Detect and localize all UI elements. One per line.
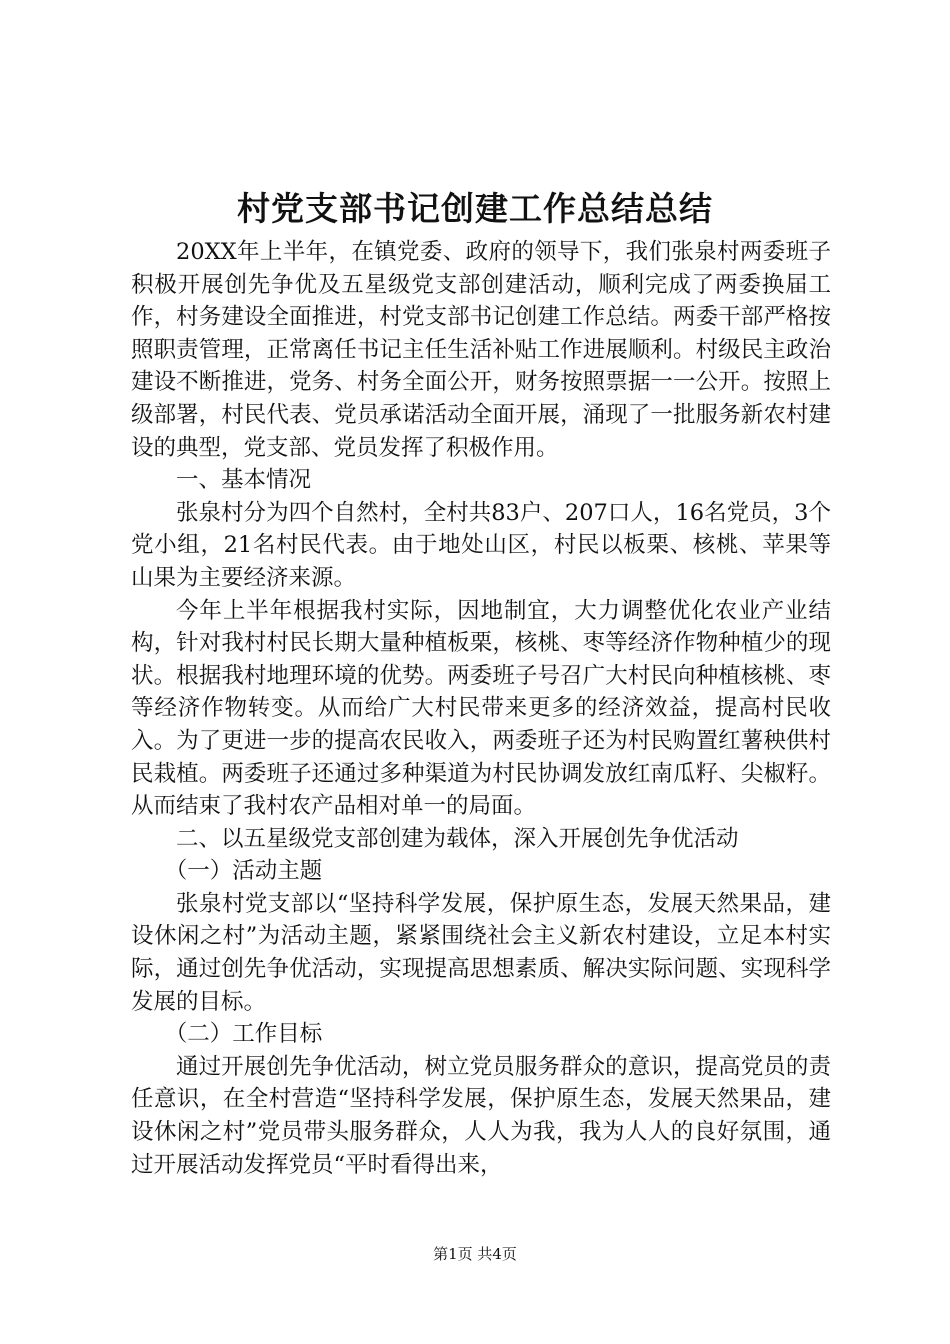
section-heading-basic-situation: 一、基本情况	[176, 467, 312, 494]
document-body	[131, 236, 831, 1181]
intro-paragraph: 20XX年上半年，在镇党委、政府的领导下，我们张泉村两委班子积极开展创先争优及五星级党支部创建活动，顺利完成了两委换届工作，村务建设全面推进，村党支部书记创建工作总结。两委干部严格按照职责管理，正常离任书记主任生活补贴工作进展顺利。村级民主政治建设不断推进，党务、村务全面公开，财务按照票据一一公开。按照上级部署，村民代表、党员承诺活动全面开展，涌现了一批服务新农村建设的典型，党支部、党员发挥了积极作用。	[131, 239, 831, 461]
section-heading-five-star: 二、以五星级党支部创建为载体，深入开展创先争优活动	[176, 825, 739, 852]
document-title: 村党支部书记创建工作总结总结	[237, 189, 713, 228]
village-overview-paragraph: 张泉村分为四个自然村，全村共83户、207口人，16名党员，3个党小组，21名村民代表。由于地处山区，村民以板栗、核桃、苹果等山果为主要经济来源。	[131, 499, 831, 591]
page-number-footer: 第1页 共4页	[433, 1245, 517, 1263]
subheading-activity-theme: （一）活动主题	[164, 858, 323, 885]
subheading-work-goals: （二）工作目标	[164, 1021, 323, 1048]
agriculture-paragraph: 今年上半年根据我村实际，因地制宜，大力调整优化农业产业结构，针对我村村民长期大量种植板栗，核桃、枣等经济作物种植少的现状。根据我村地理环境的优势。两委班子号召广大村民向种植核桃、枣等经济作物转变。从而给广大村民带来更多的经济效益，提高村民收入。为了更进一步的提高农民收入，两委班子还为村民购置红薯秧供村民栽植。两委班子还通过多种渠道为村民协调发放红南瓜籽、尖椒籽。从而结束了我村农产品相对单一的局面。	[131, 597, 831, 820]
activity-theme-paragraph: 张泉村党支部以“坚持科学发展，保护原生态，发展天然果品，建设休闲之村”为活动主题，紧紧围绕社会主义新农村建设，立足本村实际，通过创先争优活动，实现提高思想素质、解决实际问题、实现科学发展的目标。	[131, 890, 831, 1015]
work-goals-paragraph: 通过开展创先争优活动，树立党员服务群众的意识，提高党员的责任意识，在全村营造“坚持科学发展，保护原生态，发展天然果品，建设休闲之村”党员带头服务群众，人人为我，我为人人的良好氛围，通过开展活动发挥党员“平时看得出来，	[131, 1053, 831, 1178]
